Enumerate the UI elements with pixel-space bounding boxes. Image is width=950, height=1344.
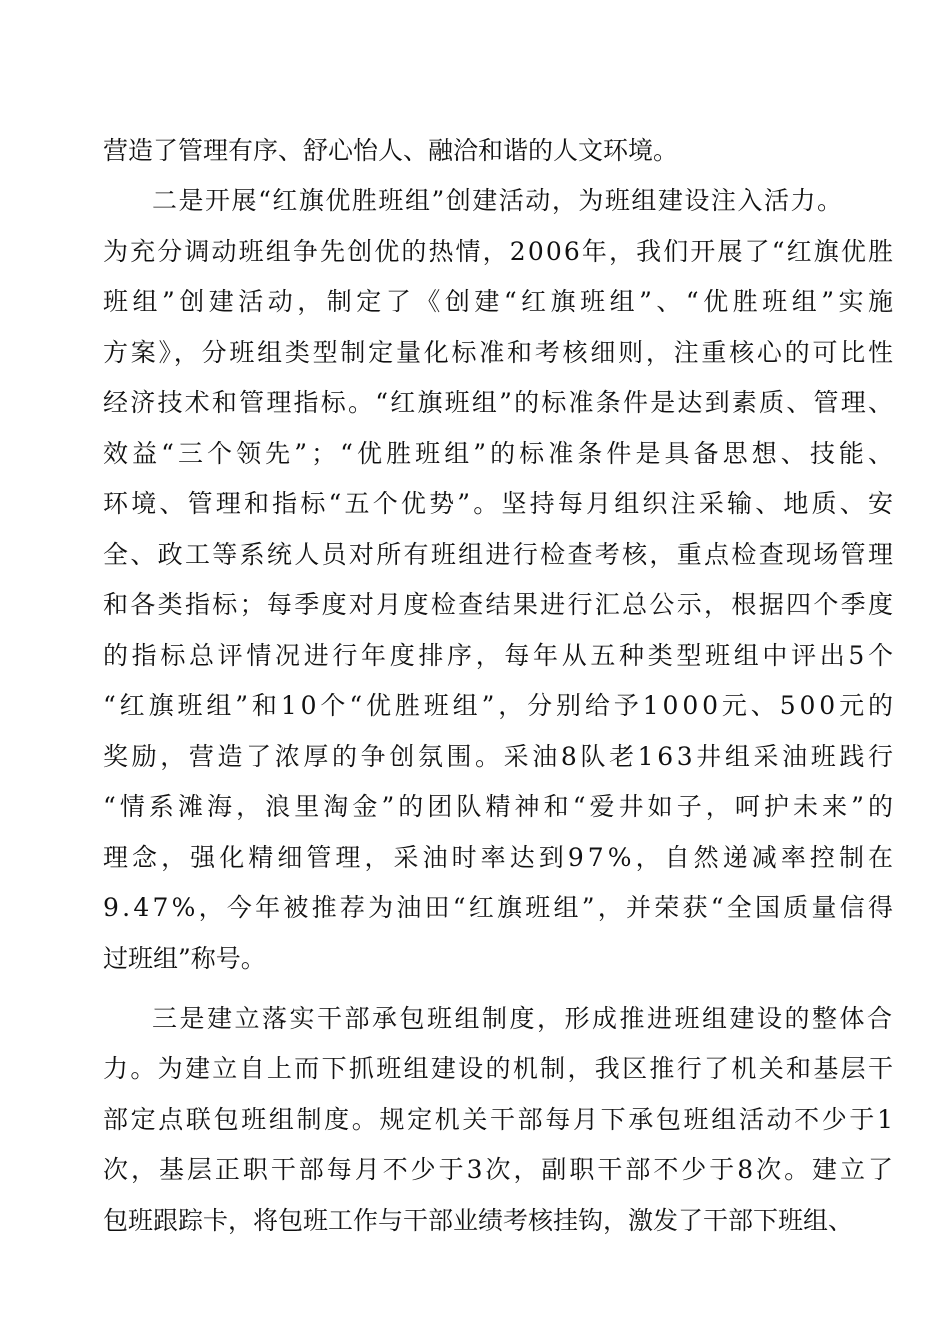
- paragraph-first-line: 三是建立落实干部承包班组制度，形成推进班组建设的整体合: [152, 1004, 895, 1033]
- text-line: 方案》，分班组类型制定量化标准和考核细则，注重核心的可比性: [103, 338, 896, 367]
- text-line: “红旗班组”和10个“优胜班组”，分别给予1000元、500元的: [103, 691, 897, 720]
- text-line: 营造了管理有序、舒心怡人、融洽和谐的人文环境。: [103, 136, 679, 165]
- text-line: 经济技术和管理指标。“红旗班组”的标准条件是达到素质、管理、: [103, 388, 896, 417]
- text-line: 环境、管理和指标“五个优势”。坚持每月组织注采输、地质、安: [103, 489, 897, 518]
- text-line: “情系滩海，浪里淘金”的团队精神和“爱井如子，呵护未来”的: [103, 792, 898, 821]
- text-line: 力。为建立自上而下抓班组建设的机制，我区推行了机关和基层干: [103, 1054, 896, 1083]
- text-line: 全、政工等系统人员对所有班组进行检查考核，重点检查现场管理: [103, 540, 896, 569]
- text-line: 过班组”称号。: [103, 944, 266, 973]
- text-line: 为充分调动班组争先创优的热情，2006年，我们开展了“红旗优胜: [103, 237, 896, 266]
- text-line: 部定点联包班组制度。规定机关干部每月下承包班组活动不少于1: [103, 1105, 896, 1134]
- text-line: 奖励，营造了浓厚的争创氛围。采油8队老163井组采油班践行: [103, 742, 897, 771]
- text-line: 理念，强化精细管理，采油时率达到97%，自然递减率控制在: [103, 843, 898, 872]
- paragraph-first-line: 二是开展“红旗优胜班组”创建活动，为班组建设注入活力。: [152, 186, 844, 215]
- text-line: 次，基层正职干部每月不少于3次，副职干部不少于8次。建立了: [103, 1155, 896, 1184]
- text-line: 的指标总评情况进行年度排序，每年从五种类型班组中评出5个: [103, 641, 897, 670]
- text-line: 效益“三个领先”；“优胜班组”的标准条件是具备思想、技能、: [103, 439, 898, 468]
- text-line: 班组”创建活动，制定了《创建“红旗班组”、“优胜班组”实施: [103, 287, 898, 316]
- text-line: 和各类指标；每季度对月度检查结果进行汇总公示，根据四个季度: [103, 590, 896, 619]
- text-line: 包班跟踪卡，将包班工作与干部业绩考核挂钩，激发了干部下班组、: [103, 1206, 854, 1235]
- text-line: 9.47%，今年被推荐为油田“红旗班组”，并荣获“全国质量信得: [103, 893, 897, 922]
